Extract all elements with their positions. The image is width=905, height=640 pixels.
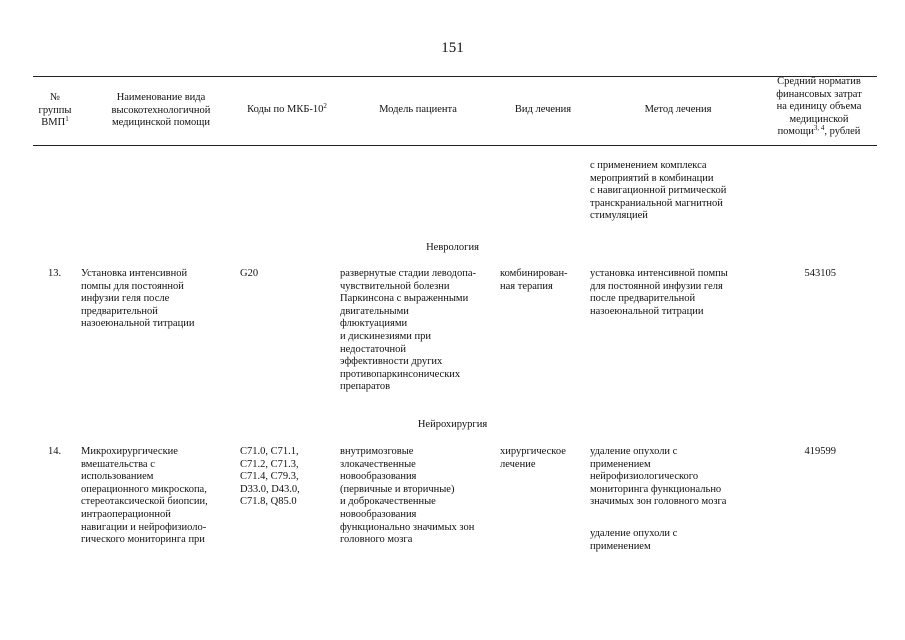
header-treatment-type: Вид лечения xyxy=(514,104,572,115)
header-group-number: № группы ВМП$^1$ xyxy=(38,92,72,129)
row-number: 14. xyxy=(48,446,62,457)
row-cost: 543105 xyxy=(804,268,836,279)
row-icd-codes: G20 xyxy=(240,268,259,279)
page-number: 151 xyxy=(441,40,464,56)
row-care-name: Установка интенсивной помпы для постоянной инфузии геля после предварительной назоеюнальной титрации xyxy=(81,268,195,330)
header-icd-codes: Коды по МКБ-$10^2$ xyxy=(247,102,327,115)
row-treatment-method-2: удаление опухоли с применением xyxy=(590,528,678,552)
header-cost-norm: Средний норматив финансовых затрат на единицу объема медицинской помощи$^{3, 4}$, рублей xyxy=(776,76,862,138)
row-treatment-method: удаление опухоли с применением нейрофизиологического мониторинга функционально значимых зон головного мозга xyxy=(590,446,727,508)
table-top-border xyxy=(33,76,877,77)
row-treatment-type: хирургическое лечение xyxy=(500,446,566,470)
continuation-method: с применением комплекса мероприятий в комбинации с навигационной ритмической транскраниальной магнитной стимуляцией xyxy=(590,160,727,222)
row-patient-model: развернутые стадии леводопа- чувствительной болезни Паркинсона с выраженными двигательными флюктуациями и дискинезиями при недостаточной эффективности других противопаркинсонических препаратов xyxy=(340,268,477,393)
header-care-name: Наименование вида высокотехнологичной медицинской помощи xyxy=(111,92,211,129)
row-cost: 419599 xyxy=(804,446,836,457)
row-treatment-method: установка интенсивной помпы для постоянной инфузии геля после предварительной назоеюнальной титрации xyxy=(590,268,728,317)
header-treatment-method: Метод лечения xyxy=(644,104,712,115)
section-title: Неврология xyxy=(426,242,479,253)
table-header-border xyxy=(33,145,877,146)
header-patient-model: Модель пациента xyxy=(379,104,457,115)
row-icd-codes: C71.0, C71.1, C71.2, C71.3, C71.4, C79.3, D33.0, D43.0, C71.8, Q85.0 xyxy=(240,446,300,508)
row-treatment-type: комбинирован- ная терапия xyxy=(500,268,568,292)
row-care-name: Микрохирургические вмешательства с использованием операционного микроскопа, стереотаксической биопсии, интраоперационной навигации и нейрофизиоло- гического мониторинга при xyxy=(81,446,208,546)
row-patient-model: внутримозговые злокачественные новообразования (первичные и вторичные) и доброкачественные новообразования функционально значимых зон головного мозга xyxy=(340,446,475,546)
row-number: 13. xyxy=(48,268,62,279)
section-title: Нейрохирургия xyxy=(417,419,488,430)
